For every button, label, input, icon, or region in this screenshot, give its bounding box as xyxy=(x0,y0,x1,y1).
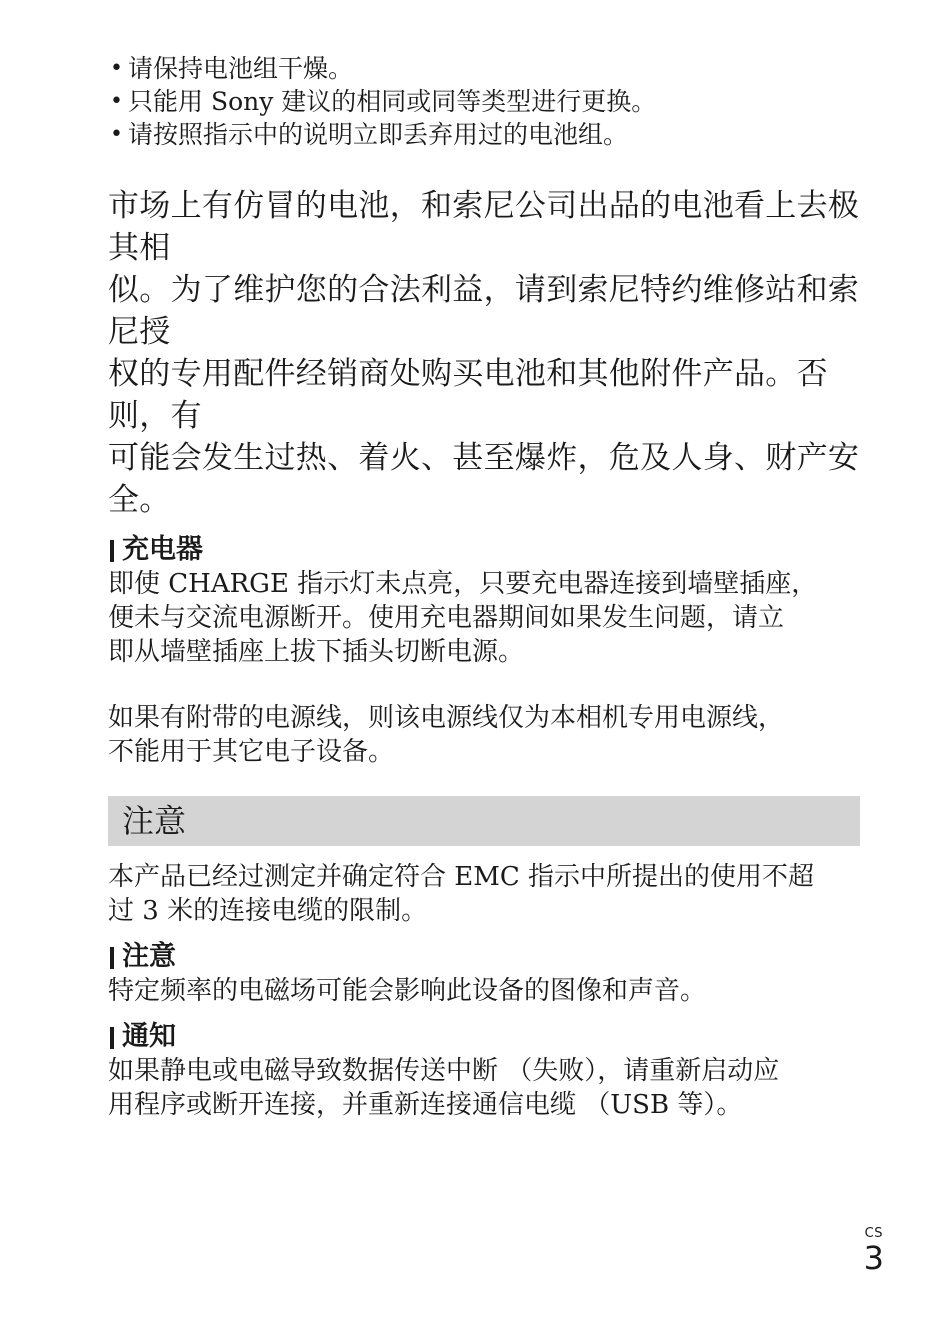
paragraph-line: 便未与交流电源断开。使用充电器期间如果发生问题，请立 xyxy=(108,603,785,633)
paragraph-line: 本产品已经过测定并确定符合 EMC 指示中所提出的使用不超 xyxy=(108,862,815,892)
bullet-item xyxy=(108,52,860,85)
notice-banner xyxy=(108,796,860,846)
paragraph-line: 特定频率的电磁场可能会影响此设备的图像和声音。 xyxy=(108,976,707,1006)
paragraph-line: 即使 CHARGE 指示灯未点亮，只要充电器连接到墙壁插座， xyxy=(108,569,818,599)
battery-bullet-list xyxy=(108,52,860,151)
power-cord-paragraph xyxy=(108,701,860,769)
language-code: CS xyxy=(864,1226,883,1241)
notification-heading-text: 通知 xyxy=(122,1021,176,1052)
page-number-block xyxy=(864,1227,884,1275)
bullet-dot: • xyxy=(110,89,123,114)
attention-heading xyxy=(108,940,860,974)
charger-heading-text: 充电器 xyxy=(122,534,203,565)
paragraph-line: 如果静电或电磁导致数据传送中断 （失败），请重新启动应 xyxy=(108,1056,780,1086)
bullet-text: 请按照指示中的说明立即丢弃用过的电池组。 xyxy=(128,120,629,149)
bullet-item xyxy=(108,118,860,151)
paragraph-line: 如果有附带的电源线，则该电源线仅为本相机专用电源线， xyxy=(108,703,785,733)
notification-paragraph xyxy=(108,1054,860,1122)
warning-line: 似。为了维护您的合法利益，请到索尼特约维修站和索尼授 xyxy=(108,272,860,350)
emc-paragraph xyxy=(108,860,860,928)
notice-banner-title: 注意 xyxy=(122,802,187,840)
paragraph-line: 即从墙壁插座上拔下插头切断电源。 xyxy=(108,637,525,667)
bullet-text: 请保持电池组干燥。 xyxy=(128,54,354,83)
charger-paragraph xyxy=(108,567,860,669)
paragraph-line: 不能用于其它电子设备。 xyxy=(108,737,395,767)
attention-paragraph xyxy=(108,974,860,1008)
charger-heading xyxy=(108,533,860,567)
warning-line: 权的专用配件经销商处购买电池和其他附件产品。否则，有 xyxy=(108,356,828,434)
bullet-text: 只能用 Sony 建议的相同或同等类型进行更换。 xyxy=(128,87,657,116)
manual-page xyxy=(108,52,860,1122)
bullet-dot: • xyxy=(110,122,123,147)
heading-bar xyxy=(110,947,114,969)
attention-heading-text: 注意 xyxy=(122,941,176,972)
heading-bar xyxy=(110,1027,114,1049)
counterfeit-battery-warning xyxy=(108,185,860,521)
bullet-item xyxy=(108,85,860,118)
heading-bar xyxy=(110,540,114,562)
bullet-dot: • xyxy=(110,56,123,81)
warning-line: 市场上有仿冒的电池，和索尼公司出品的电池看上去极其相 xyxy=(108,188,860,266)
warning-line: 可能会发生过热、着火、甚至爆炸，危及人身、财产安全。 xyxy=(108,440,860,518)
paragraph-line: 用程序或断开连接，并重新连接通信电缆 （USB 等）。 xyxy=(108,1090,743,1120)
paragraph-line: 过 3 米的连接电缆的限制。 xyxy=(108,896,428,926)
notification-heading xyxy=(108,1020,860,1054)
page-number: 3 xyxy=(863,1239,884,1277)
